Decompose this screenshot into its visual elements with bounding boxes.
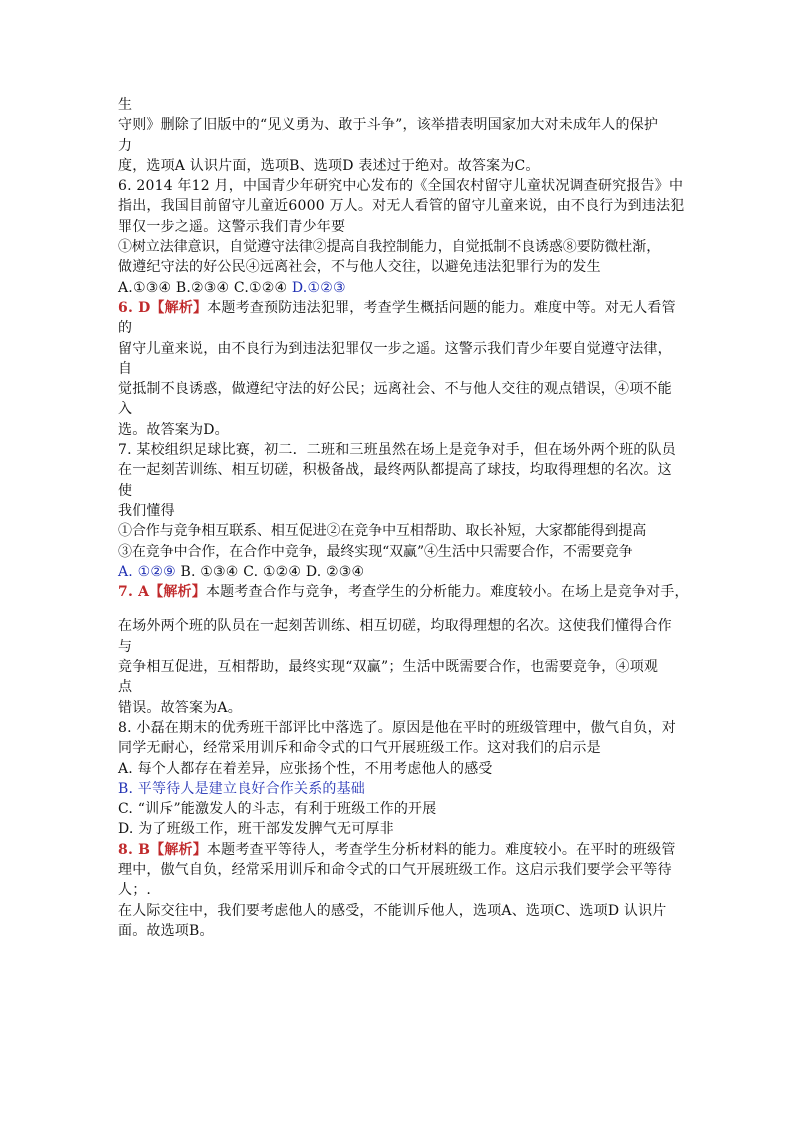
question-7-analysis bbox=[118, 582, 689, 602]
text-line: 使 bbox=[118, 482, 133, 499]
question-8-analysis bbox=[118, 840, 678, 860]
text-line: 力 bbox=[118, 137, 133, 154]
text-line: 点 bbox=[118, 679, 133, 696]
analysis-label: 6. D【解析】 bbox=[118, 299, 208, 316]
correct-option: A. ①②⑨ bbox=[118, 563, 181, 580]
text-line: 自 bbox=[118, 360, 133, 377]
question-6-options bbox=[118, 278, 678, 298]
question-7-stem: 7. 某校组织足球比赛，初二．二班和三班虽然在场上是竞争对手，但在场外两个班的队员 bbox=[118, 442, 677, 459]
option-a: A. 每个人都存在着差异，应张扬个性，不用考虑他人的感受 bbox=[118, 760, 493, 777]
text-line: 与 bbox=[118, 638, 133, 655]
text-line: 入 bbox=[118, 401, 133, 418]
option-d: D. 为了班级工作，班干部发发脾气无可厚非 bbox=[118, 821, 394, 838]
text-line: 理中，傲气自负，经常采用训斥和命令式的口气开展班级工作。这启示我们要学会平等待 bbox=[118, 861, 672, 878]
text-line: 在人际交往中，我们要考虑他人的感受，不能训斥他人，选项A、选项C、选项D 认识片 bbox=[118, 902, 667, 919]
options-text: B. ①③④ C. ①②④ D. ②③④ bbox=[180, 563, 365, 580]
text-line: ①合作与竞争相互联系、相互促进②在竞争中互相帮助、取长补短，大家都能得到提高 bbox=[118, 523, 647, 540]
text-line: 选。故答案为D。 bbox=[118, 421, 229, 438]
analysis-text: 本题考查合作与竞争，考查学生的分析能力。难度较小。在场上是竞争对手， bbox=[205, 584, 689, 601]
analysis-label: 7. A【解析】 bbox=[118, 584, 206, 601]
text-line: 错误。故答案为A。 bbox=[118, 699, 242, 716]
text-line: 罪仅一步之遥。这警示我们青少年要 bbox=[118, 218, 346, 235]
option-b-correct: B. 平等待人是建立良好合作关系的基础 bbox=[118, 780, 365, 797]
text-line: ③在竞争中合作，在合作中竞争，最终实现“双赢”④生活中只需要合作，不需要竞争 bbox=[118, 543, 633, 560]
text-line: 同学无耐心，经常采用训斥和命令式的口气开展班级工作。这对我们的启示是 bbox=[118, 740, 601, 757]
options-text: A.①③④ B.②③④ C.①②④ bbox=[118, 279, 292, 296]
text-line: 留守儿童来说，由不良行为到违法犯罪仅一步之遥。这警示我们青少年要自觉遵守法律， bbox=[118, 340, 672, 357]
text-line: 度，选项A 认识片面，选项B、选项D 表述过于绝对。故答案为C。 bbox=[118, 157, 540, 174]
text-line: 做遵纪守法的好公民④远离社会，不与他人交往，以避免违法犯罪行为的发生 bbox=[118, 259, 601, 276]
analysis-text: 本题考查预防违法犯罪，考查学生概括问题的能力。难度中等。对无人看管 bbox=[207, 299, 676, 316]
blank-line bbox=[118, 602, 678, 616]
question-7-options bbox=[118, 562, 678, 582]
text-line: 指出，我国目前留守儿童近6000 万人。对无人看管的留守儿童来说，由不良行为到违法犯 bbox=[118, 198, 685, 215]
question-6-analysis bbox=[118, 298, 678, 318]
text-line: 生 bbox=[118, 97, 133, 113]
text-line: 觉抵制不良诱惑，做遵纪守法的好公民；远离社会、不与他人交往的观点错误，④项不能 bbox=[118, 381, 672, 398]
text-line: 在场外两个班的队员在一起刻苦训练、相互切磋，均取得理想的名次。这使我们懂得合作 bbox=[118, 618, 672, 635]
analysis-label: 8. B【解析】 bbox=[118, 841, 207, 858]
text-line: ①树立法律意识，自觉遵守法律②提高自我控制能力，自觉抵制不良诱惑⑧要防微杜渐， bbox=[118, 239, 661, 256]
document-page bbox=[118, 95, 689, 941]
option-c: C. “训斥”能激发人的斗志，有利于班级工作的开展 bbox=[118, 801, 437, 818]
question-8-stem: 8. 小磊在期末的优秀班干部评比中落选了。原因是他在平时的班级管理中，傲气自负，对 bbox=[118, 719, 677, 736]
text-line: 面。故选项B。 bbox=[118, 922, 214, 939]
question-6-stem: 6. 2014 年12 月，中国青少年研究中心发布的《全国农村留守儿童状况调查研究报告》中 bbox=[118, 178, 684, 195]
text-line: 竞争相互促进，互相帮助，最终实现“双赢”；生活中既需要合作，也需要竞争，④项观 bbox=[118, 659, 659, 676]
text-line: 我们懂得 bbox=[118, 502, 175, 519]
text-line: 在一起刻苦训练、相互切磋，积极备战，最终两队都提高了球技，均取得理想的名次。这 bbox=[118, 462, 672, 479]
analysis-text: 本题考查平等待人，考查学生分析材料的能力。难度较小。在平时的班级管 bbox=[206, 841, 676, 858]
text-line: 的 bbox=[118, 320, 133, 337]
text-line: 人；. bbox=[118, 882, 152, 899]
correct-option: D.①②③ bbox=[291, 279, 346, 296]
text-line: 守则》删除了旧版中的“见义勇为、敢于斗争”，该举措表明国家加大对未成年人的保护 bbox=[118, 117, 659, 134]
